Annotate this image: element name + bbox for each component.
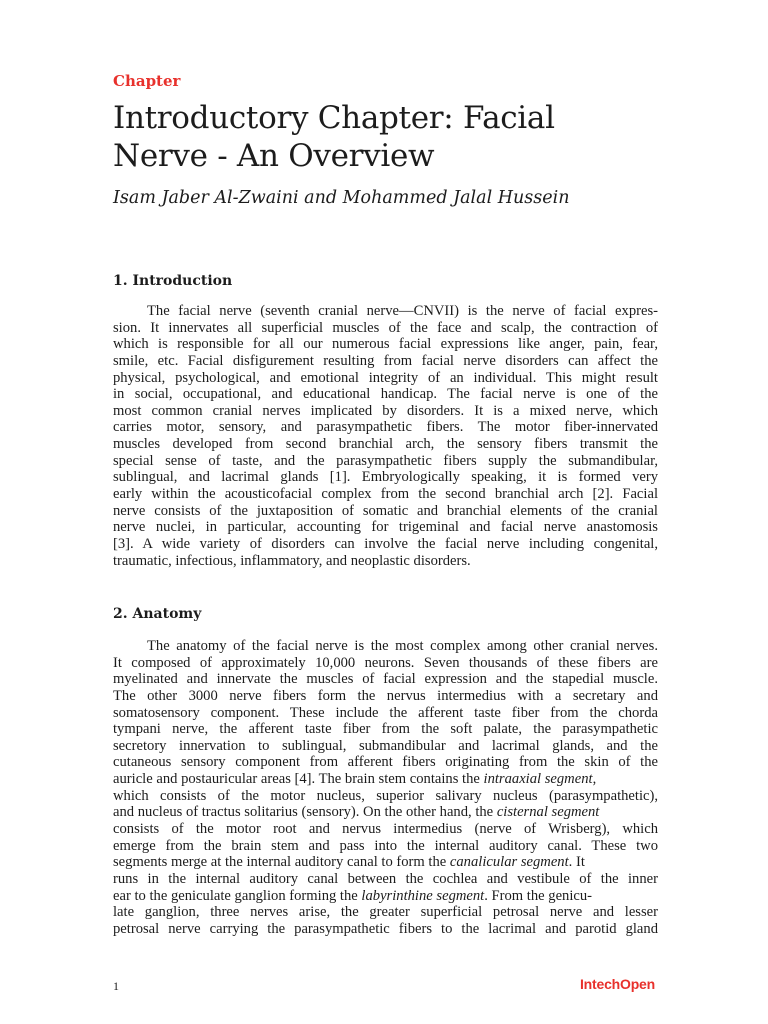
text-line: [3]. A wide variety of disorders can involve the facial nerve including congenital, — [113, 535, 658, 552]
text-line: secretory innervation to sublingual, submandibular and lacrimal glands, and the — [113, 737, 658, 754]
term-canalicular-segment: canalicular segment — [449, 854, 569, 871]
term-cisternal-segment: cisternal segment — [496, 804, 600, 821]
text-line: somatosensory component. These include the afferent taste fiber from the chorda — [113, 704, 658, 721]
section-heading-anatomy: 2. Anatomy — [113, 606, 202, 622]
text-line: early within the acousticofacial complex from the second branchial arch [2]. Facial — [113, 486, 658, 503]
text-line — [113, 854, 658, 871]
chapter-title — [113, 99, 673, 175]
text-line: tympani nerve, the afferent taste fiber from the soft palate, the parasympathetic — [113, 721, 658, 738]
introduction-paragraph — [113, 303, 658, 569]
publisher-logo: IntechOpen — [579, 976, 655, 992]
text-line: petrosal nerve carrying the parasympathetic fibers to the lacrimal and parotid gland — [113, 920, 658, 937]
page-number: 1 — [113, 979, 119, 993]
text-line: carries motor, sensory, and parasympathetic fibers. The motor fiber-innervated — [113, 419, 658, 436]
text-line: emerge from the brain stem and pass into the internal auditory canal. These two — [113, 837, 658, 854]
text-line: sublingual, and lacrimal glands [1]. Embryologically speaking, it is formed very — [113, 469, 658, 486]
term-intraaxial-segment: intraaxial segment — [483, 771, 593, 788]
text-line: The facial nerve (seventh cranial nerve—CNVII) is the nerve of facial expres- — [147, 303, 658, 319]
text-line: The other 3000 nerve fibers form the nervus intermedius with a secretary and — [113, 687, 658, 704]
text-line: consists of the motor root and nervus intermedius (nerve of Wrisberg), which — [113, 821, 658, 838]
text-line: nerve consists of the juxtaposition of somatic and branchial elements of the cranial — [113, 502, 658, 519]
text-line: traumatic, infectious, inflammatory, and neoplastic disorders. — [113, 552, 471, 569]
chapter-title-line-1: Introductory Chapter: Facial — [113, 100, 555, 136]
text-run: and nucleus of tractus solitarius (sensory). On the other hand, the — [113, 804, 497, 821]
text-line: nerve nuclei, in particular, accounting for trigeminal and facial nerve anastomosis — [113, 519, 658, 536]
text-line: It composed of approximately 10,000 neurons. Seven thousands of these fibers are — [113, 654, 658, 671]
text-line: physical, psychological, and emotional integrity of an individual. This might result — [113, 369, 658, 386]
text-line: myelinated and innervate the muscles of facial expression and the stapedial muscle. — [113, 671, 658, 688]
text-line: late ganglion, three nerves arise, the greater superficial petrosal nerve and lesser — [113, 904, 658, 921]
term-labyrinthine-segment: labyrinthine segment — [361, 887, 485, 904]
text-line: muscles developed from second branchial arch, the sensory fibers transmit the — [113, 436, 658, 453]
text-run: . It — [568, 854, 585, 871]
text-line: which consists of the motor nucleus, superior salivary nucleus (parasympathetic), — [113, 787, 658, 804]
chapter-title-line-2: Nerve - An Overview — [113, 138, 435, 174]
author-list: Isam Jaber Al-Zwaini and Mohammed Jalal Hussein — [113, 188, 570, 208]
text-line: smile, etc. Facial disfigurement resulting from facial nerve disorders can affect the — [113, 352, 658, 369]
text-line: The anatomy of the facial nerve is the most complex among other cranial nerves. — [147, 638, 658, 654]
text-line: which is responsible for all our numerous facial expressions like anger, pain, fear, — [113, 336, 658, 353]
text-line: in social, occupational, and educational handicap. The facial nerve is one of the — [113, 386, 658, 403]
chapter-label: Chapter — [113, 72, 181, 90]
text-line — [113, 804, 658, 821]
section-heading-introduction: 1. Introduction — [113, 273, 233, 289]
text-run: ear to the geniculate ganglion forming the — [113, 887, 362, 904]
text-line: most common cranial nerves implicated by disorders. It is a mixed nerve, which — [113, 402, 658, 419]
text-run: , — [592, 771, 597, 788]
text-line — [113, 771, 658, 788]
text-line: sion. It innervates all superficial muscles of the face and scalp, the contraction of — [113, 319, 658, 336]
text-run: . From the genicu- — [484, 887, 593, 904]
text-line: runs in the internal auditory canal between the cochlea and vestibule of the inner — [113, 870, 658, 887]
text-line: special sense of taste, and the parasympathetic fibers supply the submandibular, — [113, 452, 658, 469]
text-run: auricle and postauricular areas [4]. The brain stem contains the — [113, 771, 484, 788]
text-run: segments merge at the internal auditory canal to form the — [113, 854, 450, 871]
anatomy-paragraph — [113, 638, 658, 938]
text-line — [113, 888, 658, 905]
text-line: cutaneous sensory component from afferent fibers originating from the skin of the — [113, 754, 658, 771]
